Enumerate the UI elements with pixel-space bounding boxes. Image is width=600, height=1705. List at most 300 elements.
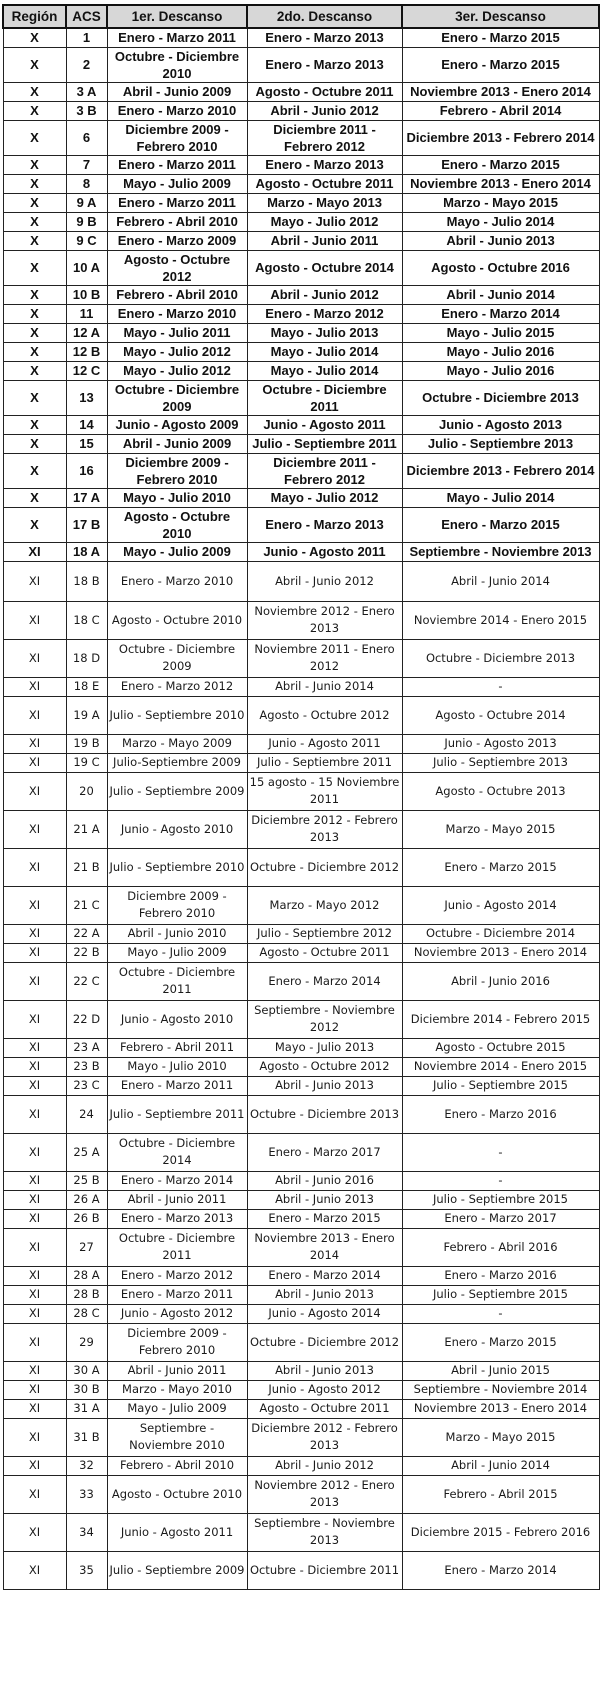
- cell-region: XI: [3, 1038, 66, 1057]
- cell-second-rest: Octubre - Diciembre 2012: [247, 1323, 402, 1361]
- cell-region: XI: [3, 1171, 66, 1190]
- cell-second-rest: Mayo - Julio 2013: [247, 323, 402, 342]
- cell-third-rest: Marzo - Mayo 2015: [402, 1418, 599, 1456]
- table-row: [3, 561, 599, 601]
- cell-third-rest: Julio - Septiembre 2013: [402, 753, 599, 772]
- cell-third-rest: Noviembre 2013 - Enero 2014: [402, 174, 599, 193]
- cell-acs: 9 B: [66, 212, 107, 231]
- cell-region: XI: [3, 1361, 66, 1380]
- cell-second-rest: Enero - Marzo 2015: [247, 1209, 402, 1228]
- cell-third-rest: Agosto - Octubre 2014: [402, 696, 599, 734]
- cell-second-rest: Marzo - Mayo 2012: [247, 886, 402, 924]
- cell-region: XI: [3, 1380, 66, 1399]
- cell-region: X: [3, 285, 66, 304]
- cell-second-rest: Enero - Marzo 2013: [247, 155, 402, 174]
- cell-first-rest: Octubre - Diciembre 2011: [107, 962, 247, 1000]
- cell-third-rest: Junio - Agosto 2013: [402, 734, 599, 753]
- table-row: [3, 542, 599, 561]
- cell-acs: 24: [66, 1095, 107, 1133]
- cell-first-rest: Enero - Marzo 2014: [107, 1171, 247, 1190]
- cell-third-rest: Mayo - Julio 2016: [402, 342, 599, 361]
- cell-second-rest: Enero - Marzo 2014: [247, 1266, 402, 1285]
- cell-first-rest: Diciembre 2009 - Febrero 2010: [107, 886, 247, 924]
- cell-third-rest: Octubre - Diciembre 2014: [402, 924, 599, 943]
- table-row: [3, 753, 599, 772]
- cell-region: XI: [3, 1323, 66, 1361]
- cell-region: XI: [3, 542, 66, 561]
- cell-third-rest: Noviembre 2014 - Enero 2015: [402, 601, 599, 639]
- cell-second-rest: Noviembre 2012 - Enero 2013: [247, 1475, 402, 1513]
- cell-first-rest: Septiembre - Noviembre 2010: [107, 1418, 247, 1456]
- cell-acs: 16: [66, 453, 107, 488]
- cell-second-rest: Abril - Junio 2012: [247, 1456, 402, 1475]
- header-third-rest: 3er. Descanso: [402, 5, 599, 28]
- cell-region: XI: [3, 639, 66, 677]
- cell-region: XI: [3, 1000, 66, 1038]
- cell-region: X: [3, 212, 66, 231]
- cell-second-rest: Mayo - Julio 2013: [247, 1038, 402, 1057]
- cell-second-rest: Marzo - Mayo 2013: [247, 193, 402, 212]
- cell-third-rest: Enero - Marzo 2014: [402, 1551, 599, 1589]
- cell-region: XI: [3, 1285, 66, 1304]
- table-row: [3, 772, 599, 810]
- cell-region: XI: [3, 1456, 66, 1475]
- cell-third-rest: Mayo - Julio 2014: [402, 212, 599, 231]
- cell-third-rest: Enero - Marzo 2015: [402, 1323, 599, 1361]
- cell-first-rest: Octubre - Diciembre 2009: [107, 380, 247, 415]
- cell-first-rest: Marzo - Mayo 2010: [107, 1380, 247, 1399]
- cell-second-rest: Octubre - Diciembre 2011: [247, 380, 402, 415]
- cell-acs: 8: [66, 174, 107, 193]
- cell-acs: 19 C: [66, 753, 107, 772]
- table-row: [3, 886, 599, 924]
- cell-second-rest: Agosto - Octubre 2011: [247, 943, 402, 962]
- cell-acs: 29: [66, 1323, 107, 1361]
- cell-first-rest: Marzo - Mayo 2009: [107, 734, 247, 753]
- cell-region: X: [3, 231, 66, 250]
- table-row: [3, 101, 599, 120]
- cell-first-rest: Febrero - Abril 2010: [107, 1456, 247, 1475]
- table-row: [3, 1551, 599, 1589]
- cell-acs: 26 B: [66, 1209, 107, 1228]
- cell-region: XI: [3, 1304, 66, 1323]
- cell-second-rest: Octubre - Diciembre 2012: [247, 848, 402, 886]
- cell-acs: 32: [66, 1456, 107, 1475]
- cell-region: XI: [3, 1399, 66, 1418]
- cell-third-rest: -: [402, 1171, 599, 1190]
- cell-second-rest: Mayo - Julio 2014: [247, 342, 402, 361]
- cell-region: XI: [3, 734, 66, 753]
- cell-first-rest: Junio - Agosto 2010: [107, 1000, 247, 1038]
- cell-second-rest: Abril - Junio 2012: [247, 101, 402, 120]
- cell-region: X: [3, 304, 66, 323]
- cell-first-rest: Agosto - Octubre 2010: [107, 507, 247, 542]
- cell-acs: 33: [66, 1475, 107, 1513]
- cell-region: XI: [3, 561, 66, 601]
- table-row: [3, 28, 599, 47]
- cell-second-rest: Abril - Junio 2013: [247, 1361, 402, 1380]
- cell-third-rest: Febrero - Abril 2014: [402, 101, 599, 120]
- cell-first-rest: Octubre - Diciembre 2014: [107, 1133, 247, 1171]
- cell-third-rest: Diciembre 2013 - Febrero 2014: [402, 120, 599, 155]
- cell-acs: 18 E: [66, 677, 107, 696]
- cell-second-rest: Agosto - Octubre 2011: [247, 174, 402, 193]
- cell-acs: 3 B: [66, 101, 107, 120]
- cell-acs: 12 C: [66, 361, 107, 380]
- table-row: [3, 1304, 599, 1323]
- table-row: [3, 120, 599, 155]
- cell-acs: 22 A: [66, 924, 107, 943]
- cell-region: XI: [3, 1513, 66, 1551]
- header-first-rest: 1er. Descanso: [107, 5, 247, 28]
- cell-first-rest: Enero - Marzo 2012: [107, 1266, 247, 1285]
- cell-second-rest: Abril - Junio 2012: [247, 561, 402, 601]
- cell-acs: 25 A: [66, 1133, 107, 1171]
- cell-third-rest: Junio - Agosto 2014: [402, 886, 599, 924]
- cell-first-rest: Mayo - Julio 2012: [107, 361, 247, 380]
- cell-first-rest: Agosto - Octubre 2010: [107, 1475, 247, 1513]
- table-row: [3, 1399, 599, 1418]
- table-row: [3, 361, 599, 380]
- cell-acs: 34: [66, 1513, 107, 1551]
- cell-third-rest: Abril - Junio 2015: [402, 1361, 599, 1380]
- cell-acs: 17 B: [66, 507, 107, 542]
- cell-region: XI: [3, 924, 66, 943]
- cell-third-rest: Abril - Junio 2014: [402, 1456, 599, 1475]
- cell-second-rest: Enero - Marzo 2014: [247, 962, 402, 1000]
- table-row: [3, 1418, 599, 1456]
- cell-region: XI: [3, 772, 66, 810]
- table-row: [3, 1361, 599, 1380]
- cell-region: X: [3, 453, 66, 488]
- cell-third-rest: Febrero - Abril 2015: [402, 1475, 599, 1513]
- cell-first-rest: Diciembre 2009 - Febrero 2010: [107, 1323, 247, 1361]
- cell-third-rest: Enero - Marzo 2015: [402, 155, 599, 174]
- cell-acs: 28 B: [66, 1285, 107, 1304]
- table-row: [3, 488, 599, 507]
- table-row: [3, 962, 599, 1000]
- cell-region: XI: [3, 1076, 66, 1095]
- cell-region: X: [3, 323, 66, 342]
- table-row: [3, 47, 599, 82]
- cell-second-rest: Octubre - Diciembre 2013: [247, 1095, 402, 1133]
- cell-first-rest: Julio - Septiembre 2009: [107, 1551, 247, 1589]
- cell-acs: 10 B: [66, 285, 107, 304]
- cell-third-rest: Noviembre 2013 - Enero 2014: [402, 82, 599, 101]
- cell-first-rest: Febrero - Abril 2010: [107, 212, 247, 231]
- cell-third-rest: Febrero - Abril 2016: [402, 1228, 599, 1266]
- cell-region: XI: [3, 1418, 66, 1456]
- table-row: [3, 1209, 599, 1228]
- cell-region: XI: [3, 810, 66, 848]
- cell-second-rest: Abril - Junio 2016: [247, 1171, 402, 1190]
- cell-third-rest: Julio - Septiembre 2013: [402, 434, 599, 453]
- cell-second-rest: Diciembre 2012 - Febrero 2013: [247, 1418, 402, 1456]
- cell-third-rest: Abril - Junio 2013: [402, 231, 599, 250]
- cell-acs: 15: [66, 434, 107, 453]
- cell-region: X: [3, 82, 66, 101]
- table-row: [3, 1513, 599, 1551]
- cell-first-rest: Enero - Marzo 2010: [107, 304, 247, 323]
- cell-second-rest: Enero - Marzo 2017: [247, 1133, 402, 1171]
- cell-first-rest: Enero - Marzo 2011: [107, 155, 247, 174]
- table-row: [3, 1076, 599, 1095]
- cell-second-rest: Junio - Agosto 2012: [247, 1380, 402, 1399]
- cell-third-rest: Abril - Junio 2016: [402, 962, 599, 1000]
- cell-second-rest: Junio - Agosto 2011: [247, 734, 402, 753]
- cell-third-rest: Enero - Marzo 2015: [402, 28, 599, 47]
- cell-first-rest: Agosto - Octubre 2010: [107, 601, 247, 639]
- table-row: [3, 1323, 599, 1361]
- cell-third-rest: Mayo - Julio 2016: [402, 361, 599, 380]
- cell-second-rest: 15 agosto - 15 Noviembre 2011: [247, 772, 402, 810]
- cell-first-rest: Julio - Septiembre 2010: [107, 696, 247, 734]
- cell-third-rest: Enero - Marzo 2015: [402, 848, 599, 886]
- cell-acs: 22 B: [66, 943, 107, 962]
- table-row: [3, 212, 599, 231]
- cell-acs: 21 B: [66, 848, 107, 886]
- cell-third-rest: Marzo - Mayo 2015: [402, 193, 599, 212]
- cell-first-rest: Octubre - Diciembre 2010: [107, 47, 247, 82]
- cell-third-rest: Marzo - Mayo 2015: [402, 810, 599, 848]
- table-row: [3, 1285, 599, 1304]
- cell-third-rest: Junio - Agosto 2013: [402, 415, 599, 434]
- cell-region: XI: [3, 677, 66, 696]
- cell-first-rest: Julio - Septiembre 2011: [107, 1095, 247, 1133]
- cell-acs: 2: [66, 47, 107, 82]
- cell-second-rest: Septiembre - Noviembre 2013: [247, 1513, 402, 1551]
- table-row: [3, 415, 599, 434]
- cell-first-rest: Mayo - Julio 2011: [107, 323, 247, 342]
- cell-second-rest: Junio - Agosto 2011: [247, 542, 402, 561]
- cell-first-rest: Mayo - Julio 2010: [107, 1057, 247, 1076]
- cell-region: X: [3, 101, 66, 120]
- cell-third-rest: -: [402, 1133, 599, 1171]
- table-row: [3, 453, 599, 488]
- cell-second-rest: Diciembre 2011 - Febrero 2012: [247, 120, 402, 155]
- cell-acs: 27: [66, 1228, 107, 1266]
- cell-region: XI: [3, 1190, 66, 1209]
- cell-second-rest: Abril - Junio 2013: [247, 1190, 402, 1209]
- cell-third-rest: Enero - Marzo 2016: [402, 1266, 599, 1285]
- cell-second-rest: Agosto - Octubre 2014: [247, 250, 402, 285]
- cell-third-rest: Julio - Septiembre 2015: [402, 1285, 599, 1304]
- cell-first-rest: Enero - Marzo 2011: [107, 1076, 247, 1095]
- cell-region: XI: [3, 1551, 66, 1589]
- cell-acs: 30 B: [66, 1380, 107, 1399]
- cell-region: X: [3, 488, 66, 507]
- descanso-schedule-table: [2, 4, 600, 1590]
- table-row: [3, 1133, 599, 1171]
- cell-acs: 3 A: [66, 82, 107, 101]
- cell-acs: 19 A: [66, 696, 107, 734]
- cell-third-rest: Enero - Marzo 2016: [402, 1095, 599, 1133]
- cell-acs: 9 C: [66, 231, 107, 250]
- table-row: [3, 1095, 599, 1133]
- cell-third-rest: Agosto - Octubre 2015: [402, 1038, 599, 1057]
- table-row: [3, 848, 599, 886]
- cell-acs: 19 B: [66, 734, 107, 753]
- cell-second-rest: Agosto - Octubre 2011: [247, 1399, 402, 1418]
- cell-first-rest: Junio - Agosto 2012: [107, 1304, 247, 1323]
- cell-acs: 30 A: [66, 1361, 107, 1380]
- table-row: [3, 696, 599, 734]
- cell-first-rest: Abril - Junio 2009: [107, 434, 247, 453]
- cell-region: X: [3, 120, 66, 155]
- table-row: [3, 1038, 599, 1057]
- table-row: [3, 810, 599, 848]
- cell-acs: 10 A: [66, 250, 107, 285]
- cell-acs: 12 A: [66, 323, 107, 342]
- cell-region: XI: [3, 962, 66, 1000]
- cell-second-rest: Enero - Marzo 2013: [247, 507, 402, 542]
- table-row: [3, 1171, 599, 1190]
- cell-first-rest: Junio - Agosto 2010: [107, 810, 247, 848]
- header-second-rest: 2do. Descanso: [247, 5, 402, 28]
- cell-second-rest: Julio - Septiembre 2011: [247, 434, 402, 453]
- table-row: [3, 1266, 599, 1285]
- cell-region: X: [3, 155, 66, 174]
- cell-region: X: [3, 507, 66, 542]
- cell-third-rest: Noviembre 2013 - Enero 2014: [402, 943, 599, 962]
- cell-region: X: [3, 28, 66, 47]
- cell-third-rest: Abril - Junio 2014: [402, 285, 599, 304]
- cell-acs: 18 B: [66, 561, 107, 601]
- cell-region: XI: [3, 1095, 66, 1133]
- cell-second-rest: Junio - Agosto 2011: [247, 415, 402, 434]
- cell-acs: 23 B: [66, 1057, 107, 1076]
- table-row: [3, 677, 599, 696]
- cell-acs: 31 B: [66, 1418, 107, 1456]
- cell-region: X: [3, 434, 66, 453]
- cell-region: XI: [3, 601, 66, 639]
- cell-acs: 18 A: [66, 542, 107, 561]
- cell-second-rest: Agosto - Octubre 2011: [247, 82, 402, 101]
- cell-third-rest: Agosto - Octubre 2013: [402, 772, 599, 810]
- cell-region: XI: [3, 1057, 66, 1076]
- cell-acs: 20: [66, 772, 107, 810]
- cell-acs: 13: [66, 380, 107, 415]
- cell-first-rest: Enero - Marzo 2010: [107, 561, 247, 601]
- table-row: [3, 943, 599, 962]
- cell-third-rest: Noviembre 2014 - Enero 2015: [402, 1057, 599, 1076]
- cell-acs: 1: [66, 28, 107, 47]
- cell-region: XI: [3, 1475, 66, 1513]
- cell-first-rest: Junio - Agosto 2011: [107, 1513, 247, 1551]
- table-row: [3, 1190, 599, 1209]
- cell-first-rest: Enero - Marzo 2011: [107, 28, 247, 47]
- cell-acs: 14: [66, 415, 107, 434]
- header-acs: ACS: [66, 5, 107, 28]
- cell-region: XI: [3, 943, 66, 962]
- cell-first-rest: Mayo - Julio 2009: [107, 1399, 247, 1418]
- cell-second-rest: Enero - Marzo 2013: [247, 28, 402, 47]
- cell-second-rest: Diciembre 2012 - Febrero 2013: [247, 810, 402, 848]
- cell-second-rest: Octubre - Diciembre 2011: [247, 1551, 402, 1589]
- cell-second-rest: Septiembre - Noviembre 2012: [247, 1000, 402, 1038]
- cell-second-rest: Noviembre 2011 - Enero 2012: [247, 639, 402, 677]
- table-row: [3, 250, 599, 285]
- cell-region: X: [3, 193, 66, 212]
- cell-first-rest: Agosto - Octubre 2012: [107, 250, 247, 285]
- cell-first-rest: Enero - Marzo 2011: [107, 1285, 247, 1304]
- cell-third-rest: Enero - Marzo 2017: [402, 1209, 599, 1228]
- table-row: [3, 174, 599, 193]
- cell-acs: 18 D: [66, 639, 107, 677]
- table-row: [3, 1228, 599, 1266]
- table-row: [3, 155, 599, 174]
- cell-first-rest: Diciembre 2009 - Febrero 2010: [107, 120, 247, 155]
- cell-second-rest: Noviembre 2013 - Enero 2014: [247, 1228, 402, 1266]
- cell-region: XI: [3, 696, 66, 734]
- cell-third-rest: Julio - Septiembre 2015: [402, 1076, 599, 1095]
- cell-first-rest: Diciembre 2009 - Febrero 2010: [107, 453, 247, 488]
- cell-second-rest: Noviembre 2012 - Enero 2013: [247, 601, 402, 639]
- cell-second-rest: Abril - Junio 2013: [247, 1076, 402, 1095]
- cell-first-rest: Enero - Marzo 2012: [107, 677, 247, 696]
- cell-first-rest: Enero - Marzo 2009: [107, 231, 247, 250]
- cell-second-rest: Enero - Marzo 2012: [247, 304, 402, 323]
- cell-region: X: [3, 380, 66, 415]
- cell-third-rest: Octubre - Diciembre 2013: [402, 639, 599, 677]
- header-region: Región: [3, 5, 66, 28]
- cell-region: XI: [3, 848, 66, 886]
- cell-region: XI: [3, 753, 66, 772]
- cell-second-rest: Julio - Septiembre 2012: [247, 924, 402, 943]
- table-row: [3, 1000, 599, 1038]
- cell-third-rest: Mayo - Julio 2015: [402, 323, 599, 342]
- cell-region: XI: [3, 1133, 66, 1171]
- table-row: [3, 639, 599, 677]
- cell-third-rest: Diciembre 2013 - Febrero 2014: [402, 453, 599, 488]
- table-row: [3, 601, 599, 639]
- table-row: [3, 193, 599, 212]
- cell-acs: 23 A: [66, 1038, 107, 1057]
- cell-region: X: [3, 342, 66, 361]
- cell-first-rest: Febrero - Abril 2010: [107, 285, 247, 304]
- cell-second-rest: Mayo - Julio 2012: [247, 212, 402, 231]
- cell-acs: 9 A: [66, 193, 107, 212]
- cell-third-rest: Agosto - Octubre 2016: [402, 250, 599, 285]
- cell-third-rest: -: [402, 677, 599, 696]
- table-row: [3, 1057, 599, 1076]
- cell-second-rest: Enero - Marzo 2013: [247, 47, 402, 82]
- table-row: [3, 507, 599, 542]
- cell-first-rest: Mayo - Julio 2009: [107, 943, 247, 962]
- cell-second-rest: Mayo - Julio 2012: [247, 488, 402, 507]
- cell-region: X: [3, 361, 66, 380]
- cell-first-rest: Octubre - Diciembre 2011: [107, 1228, 247, 1266]
- cell-region: XI: [3, 1228, 66, 1266]
- cell-third-rest: Noviembre 2013 - Enero 2014: [402, 1399, 599, 1418]
- cell-first-rest: Abril - Junio 2009: [107, 82, 247, 101]
- cell-region: X: [3, 250, 66, 285]
- cell-third-rest: Septiembre - Noviembre 2013: [402, 542, 599, 561]
- cell-acs: 23 C: [66, 1076, 107, 1095]
- cell-region: X: [3, 47, 66, 82]
- cell-first-rest: Julio-Septiembre 2009: [107, 753, 247, 772]
- table-row: [3, 82, 599, 101]
- cell-acs: 21 C: [66, 886, 107, 924]
- cell-acs: 17 A: [66, 488, 107, 507]
- cell-region: X: [3, 415, 66, 434]
- cell-acs: 28 C: [66, 1304, 107, 1323]
- cell-acs: 28 A: [66, 1266, 107, 1285]
- cell-third-rest: Octubre - Diciembre 2013: [402, 380, 599, 415]
- cell-first-rest: Abril - Junio 2011: [107, 1361, 247, 1380]
- cell-acs: 26 A: [66, 1190, 107, 1209]
- cell-second-rest: Abril - Junio 2013: [247, 1285, 402, 1304]
